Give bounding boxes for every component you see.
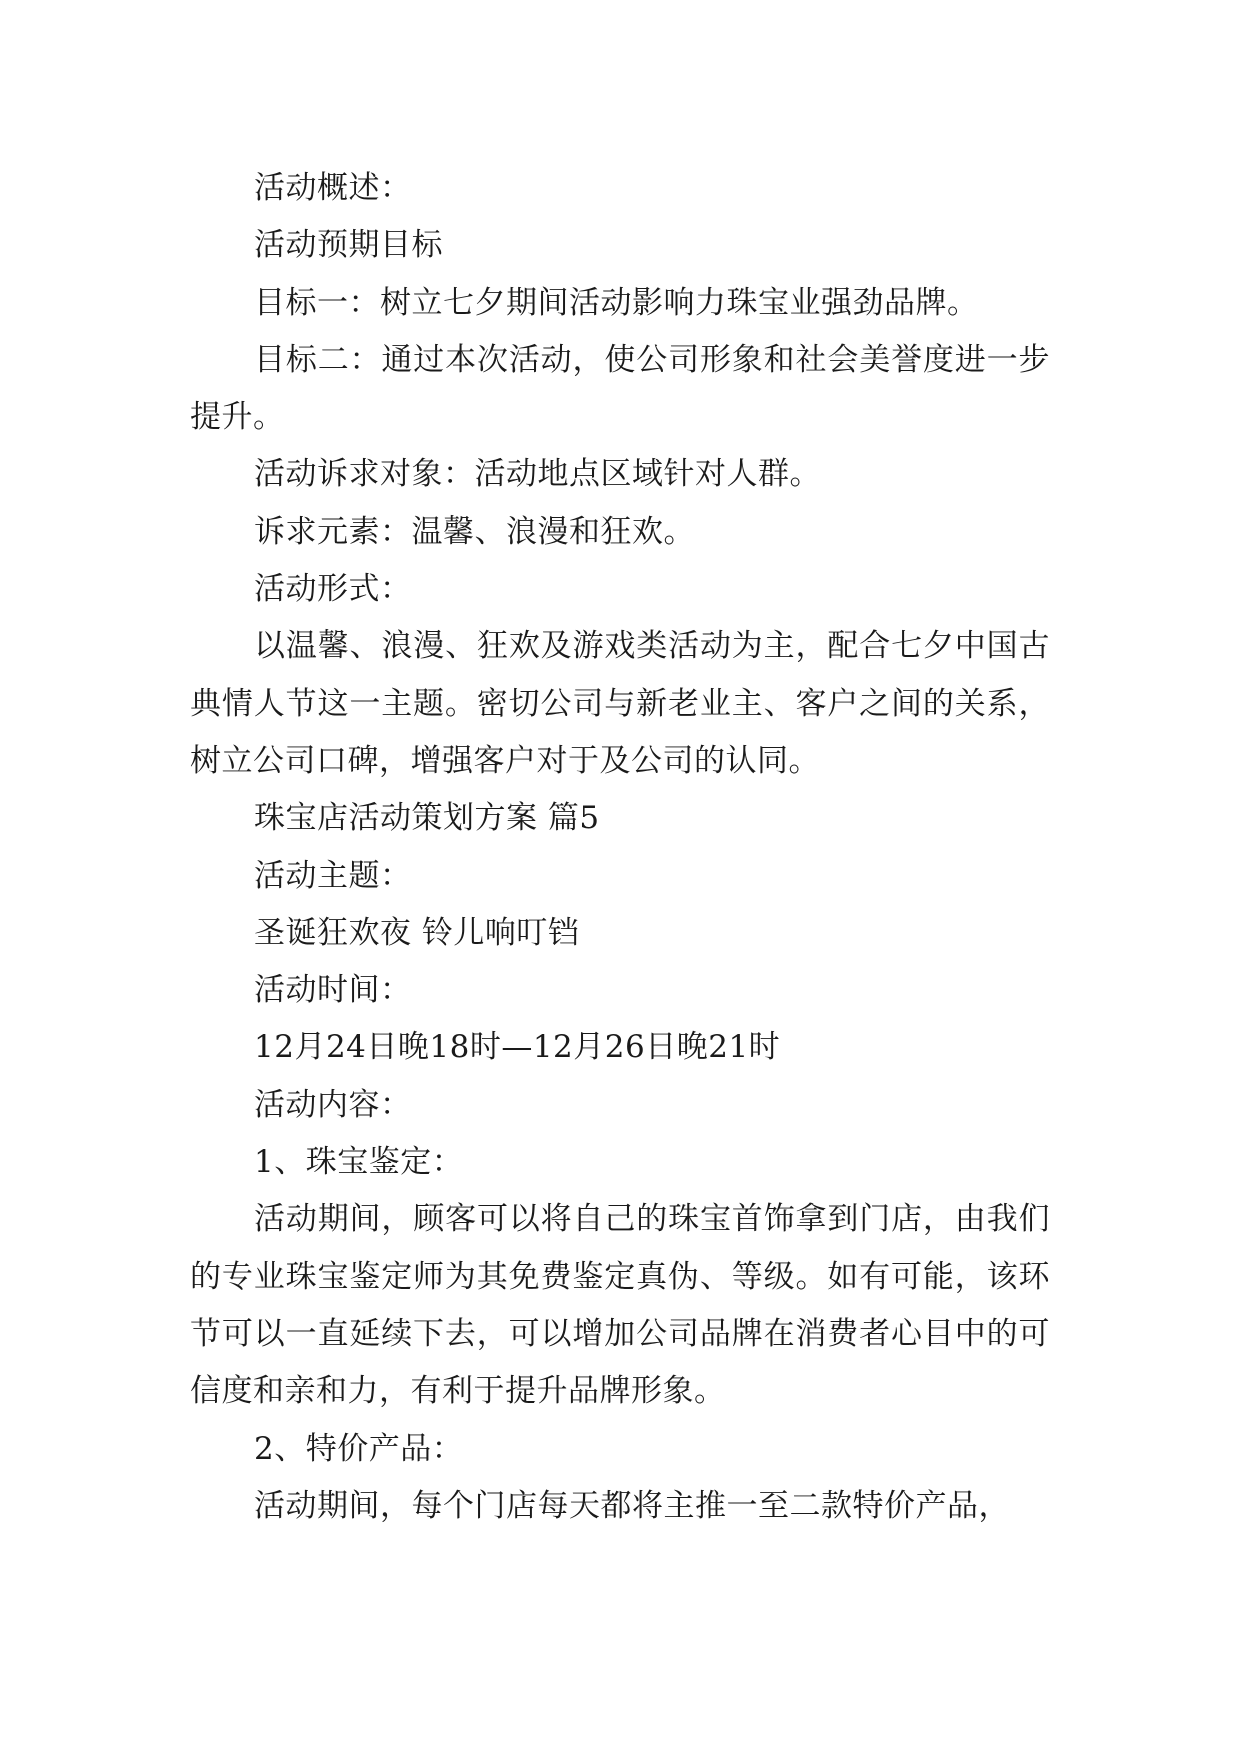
paragraph-format-heading: 活动形式： <box>254 571 412 608</box>
paragraph-item-special-heading: 2、特价产品： <box>254 1430 464 1467</box>
paragraph-theme-body: 圣诞狂欢夜 铃儿响叮铛 <box>254 914 580 951</box>
paragraph-item-appraisal-heading: 1、珠宝鉴定： <box>254 1144 464 1181</box>
paragraph-goal-two: 目标二：通过本次活动，使公司形象和社会美誉度进一步提升。 <box>190 341 1050 436</box>
paragraph-time-body: 12月24日晚18时—12月26日晚21时 <box>254 1029 781 1066</box>
paragraph-goals-heading: 活动预期目标 <box>254 227 443 264</box>
paragraph-target-audience: 活动诉求对象：活动地点区域针对人群。 <box>254 456 821 493</box>
paragraph-item-appraisal-body: 活动期间，顾客可以将自己的珠宝首饰拿到门店，由我们的专业珠宝鉴定师为其免费鉴定真伪、等级。如有可能，该环节可以一直延续下去，可以增加公司品牌在消费者心目中的可信度和亲和力，有利于提升品牌形象。 <box>190 1201 1050 1410</box>
paragraph-appeal-elements: 诉求元素：温馨、浪漫和狂欢。 <box>254 513 695 550</box>
paragraph-section-title: 珠宝店活动策划方案 篇5 <box>254 800 600 837</box>
paragraph-time-heading: 活动时间： <box>254 972 412 1009</box>
document-body <box>190 160 1050 1535</box>
paragraph-goal-one: 目标一：树立七夕期间活动影响力珠宝业强劲品牌。 <box>254 284 979 321</box>
paragraph-theme-heading: 活动主题： <box>254 857 412 894</box>
paragraph-format-body: 以温馨、浪漫、狂欢及游戏类活动为主，配合七夕中国古典情人节这一主题。密切公司与新老业主、客户之间的关系，树立公司口碑，增强客户对于及公司的认同。 <box>190 628 1050 779</box>
paragraph-item-special-body: 活动期间，每个门店每天都将主推一至二款特价产品， <box>254 1487 1010 1524</box>
paragraph-overview-heading: 活动概述： <box>254 170 412 206</box>
paragraph-content-heading: 活动内容： <box>254 1086 412 1123</box>
